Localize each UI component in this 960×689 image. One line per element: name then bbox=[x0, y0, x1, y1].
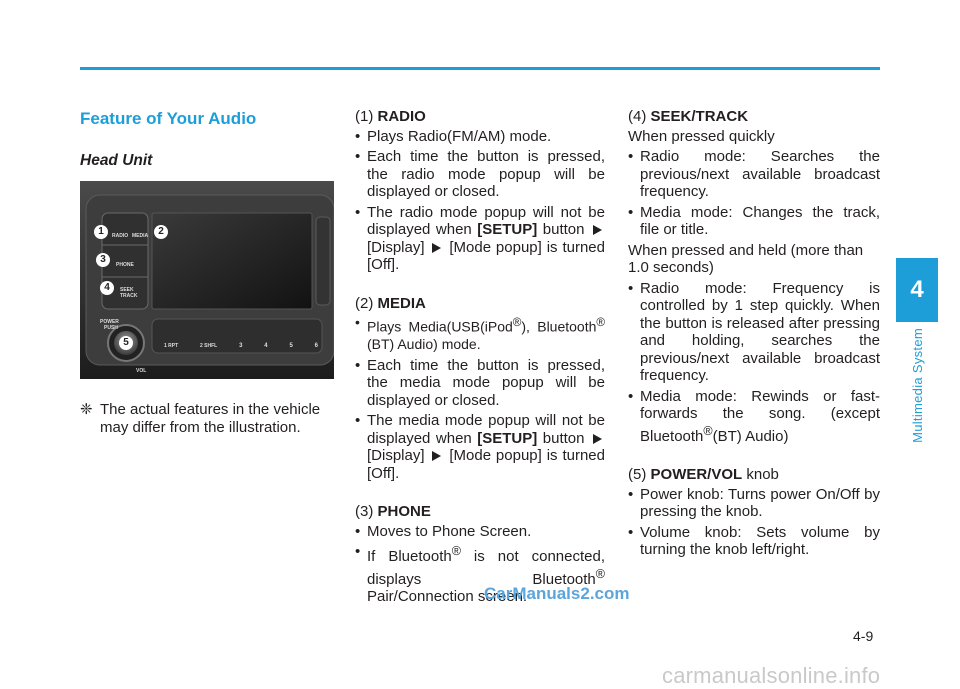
preset-1: 1 RPT bbox=[164, 343, 179, 349]
fig-btn-phone: PHONE bbox=[116, 262, 134, 268]
phone-b2-reg: ® bbox=[451, 544, 461, 559]
seek-h2-reg: ® bbox=[703, 423, 713, 438]
radio-b3-display: [Display] bbox=[367, 238, 425, 256]
preset-6: 6 bbox=[314, 343, 318, 349]
seek-held-1: • Radio mode: Frequency is controlled by 1 step quickly. When the button is released after pressing and holding, searches the previous/next available broadcast frequency. bbox=[628, 280, 880, 385]
media-b1-reg1: ® bbox=[512, 316, 522, 329]
fig-btn-radio: RADIO bbox=[112, 233, 129, 239]
arrow-right-icon bbox=[593, 434, 602, 444]
page-number: 4-9 bbox=[853, 628, 874, 644]
chapter-title bbox=[896, 325, 938, 445]
figure-note bbox=[80, 401, 334, 436]
media-b1-reg2: ® bbox=[596, 316, 605, 329]
phone-b2-end: Pair/Connection screen. bbox=[367, 588, 528, 606]
phone-heading bbox=[355, 503, 605, 521]
seek-held-label: When pressed and held (more than 1.0 seconds) bbox=[628, 241, 864, 276]
power-title: POWER/VOL bbox=[650, 466, 743, 483]
media-b3-setup: [SETUP] bbox=[477, 429, 538, 447]
media-b1-mid: ), Bluetooth bbox=[521, 318, 597, 335]
phone-b2-reg2: ® bbox=[595, 566, 605, 581]
seek-h2-pre: Media mode: Rewinds or fast-forwards the song. (except Bluetooth bbox=[640, 387, 880, 445]
watermark: CarManuals2.com bbox=[484, 584, 630, 603]
media-b3-display: [Display] bbox=[367, 447, 425, 465]
arrow-right-icon bbox=[432, 243, 441, 253]
fig-power-1: POWER bbox=[100, 319, 119, 325]
arrow-right-icon bbox=[593, 225, 602, 235]
media-bullet-1 bbox=[355, 314, 605, 354]
seek-quick-1: • Radio mode: Searches the previous/next available broadcast frequency. bbox=[628, 148, 880, 201]
phone-bullet-1: • Moves to Phone Screen. bbox=[355, 523, 605, 541]
phone-num: (3) bbox=[355, 503, 374, 521]
chapter-tab bbox=[896, 258, 938, 322]
seek-num: (4) bbox=[628, 108, 647, 125]
callout-5: 5 bbox=[119, 336, 133, 350]
callout-3: 3 bbox=[96, 253, 110, 267]
head-unit-figure bbox=[80, 181, 334, 379]
media-b1-pre: Plays Media(USB(iPod bbox=[367, 318, 513, 335]
callout-1: 1 bbox=[94, 225, 108, 239]
column-middle bbox=[355, 108, 605, 609]
arrow-right-icon bbox=[432, 451, 441, 461]
phone-b2-pre: If Bluetooth bbox=[367, 548, 452, 566]
preset-row bbox=[164, 338, 318, 356]
power-bullet-1: • Power knob: Turns power On/Off by pressing the knob. bbox=[628, 486, 880, 521]
media-b3-pre: The media mode popup will not be displayed when bbox=[367, 412, 605, 447]
chapter-title-text: Multimedia System bbox=[909, 327, 925, 443]
radio-bullet-3 bbox=[355, 204, 605, 274]
preset-4: 4 bbox=[264, 343, 268, 349]
media-b3-end: [Mode popup] is turned [Off]. bbox=[367, 447, 605, 482]
seek-heading bbox=[628, 108, 880, 126]
radio-b3-mid: button bbox=[537, 221, 590, 238]
phone-b2-mid: is not connected, displays Bluetooth bbox=[367, 548, 605, 588]
fig-power-2: PUSH bbox=[104, 325, 118, 331]
top-rule bbox=[80, 67, 880, 70]
phone-title: PHONE bbox=[377, 503, 431, 521]
column-left bbox=[80, 108, 334, 436]
callout-2: 2 bbox=[154, 225, 168, 239]
media-num: (2) bbox=[355, 294, 374, 312]
media-b1-end: (BT) Audio) mode. bbox=[367, 336, 481, 353]
note-mark: ❈ bbox=[80, 401, 93, 418]
preset-3: 3 bbox=[239, 343, 243, 349]
preset-2: 2 SHFL bbox=[200, 343, 218, 349]
callout-4: 4 bbox=[100, 281, 114, 295]
fig-vol: VOL bbox=[136, 368, 147, 374]
media-title: MEDIA bbox=[377, 294, 426, 312]
fig-btn-media: MEDIA bbox=[132, 233, 149, 239]
power-suffix: knob bbox=[746, 466, 779, 483]
radio-bullet-1: • Plays Radio(FM/AM) mode. bbox=[355, 128, 605, 146]
column-right bbox=[628, 108, 880, 562]
media-heading bbox=[355, 295, 605, 313]
power-heading bbox=[628, 466, 880, 484]
power-bullet-2: • Volume knob: Sets volume by turning the knob left/right. bbox=[628, 524, 880, 559]
seek-held-2 bbox=[628, 388, 880, 446]
radio-num: (1) bbox=[355, 108, 374, 125]
media-bullet-2: • Each time the button is pressed, the media mode popup will be displayed or closed. bbox=[355, 357, 605, 410]
media-b3-mid: button bbox=[537, 429, 590, 447]
fig-btn-seek-2: TRACK bbox=[120, 293, 138, 299]
seek-quick-label: When pressed quickly bbox=[628, 127, 775, 145]
footer-watermark: carmanualsonline.info bbox=[662, 663, 881, 688]
media-bullet-3 bbox=[355, 412, 605, 482]
subtitle: Head Unit bbox=[80, 151, 153, 169]
radio-b3-pre: The radio mode popup will not be displayed when bbox=[367, 203, 605, 238]
radio-b3-setup: [SETUP] bbox=[477, 221, 538, 238]
radio-b3-end: [Mode popup] is turned [Off]. bbox=[367, 238, 605, 273]
fig-btn-seek-1: SEEK bbox=[120, 287, 134, 293]
chapter-number: 4 bbox=[910, 276, 924, 303]
seek-title: SEEK/TRACK bbox=[650, 108, 749, 125]
seek-quick-2: • Media mode: Changes the track, file or title. bbox=[628, 204, 880, 239]
note-text: The actual features in the vehicle may differ from the illustration. bbox=[100, 401, 321, 436]
radio-bullet-2: • Each time the button is pressed, the radio mode popup will be displayed or closed. bbox=[355, 148, 605, 201]
preset-5: 5 bbox=[289, 343, 293, 349]
radio-title: RADIO bbox=[377, 108, 426, 125]
section-title: Feature of Your Audio bbox=[80, 109, 257, 128]
radio-heading bbox=[355, 108, 605, 126]
power-num: (5) bbox=[628, 466, 647, 483]
seek-h2-end: (BT) Audio) bbox=[712, 427, 789, 445]
